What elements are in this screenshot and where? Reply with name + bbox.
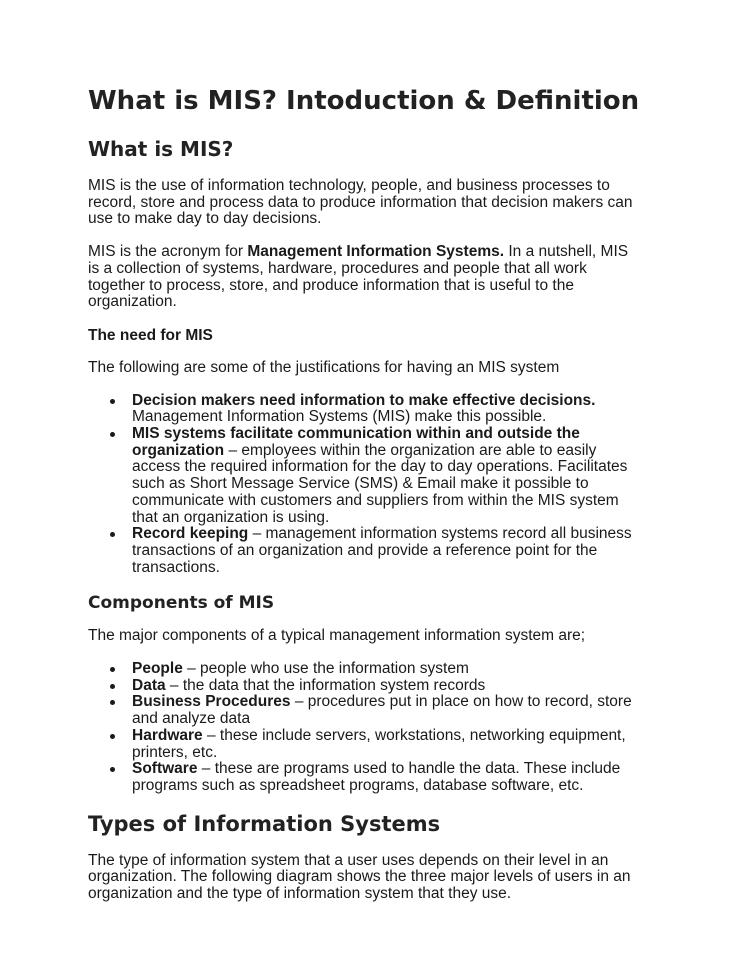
page-title: What is MIS? Intoduction & Definition	[88, 86, 640, 116]
document-page	[88, 84, 640, 919]
paragraph-types: The type of information system that a user uses depends on their level in an organization. The following diagram shows the three major levels of users in an organization and the type of information system that they use.	[88, 851, 631, 903]
list-item-text: – people who use the information system	[182, 660, 469, 678]
list-item-bold: Business Procedures	[132, 693, 291, 711]
list-item-bold: Record keeping	[132, 525, 249, 543]
paragraph-justifications-intro: The following are some of the justifications for having an MIS system	[88, 358, 560, 376]
acronym-bold: Management Information Systems.	[247, 243, 505, 261]
list-item-bold: Decision makers need information to make effective decisions.	[132, 391, 596, 409]
paragraph-acronym	[88, 244, 640, 311]
section-heading-components: Components of MIS	[88, 593, 275, 614]
list-item	[132, 728, 640, 761]
list-item-bold: Hardware	[132, 726, 203, 744]
need-list	[88, 393, 640, 577]
paragraph-components-intro: The major components of a typical management information system are;	[88, 627, 586, 645]
list-item-bold: MIS systems facilitate communication within and outside the organization	[132, 425, 580, 459]
list-item-bold: People	[132, 660, 183, 678]
list-item	[132, 526, 640, 576]
list-item-text: Management Information Systems (MIS) make this possible.	[132, 408, 547, 426]
list-item-bold: Software	[132, 760, 198, 778]
list-item-text: – these include servers, workstations, networking equipment, printers, etc.	[132, 726, 626, 761]
list-item-bold: Data	[132, 676, 166, 694]
acronym-pre: MIS is the acronym for	[88, 243, 248, 261]
list-item	[132, 393, 640, 426]
list-item	[132, 661, 640, 678]
list-item-text: – management information systems record all business transactions of an organization and provide a reference point for the transactions.	[132, 525, 632, 576]
list-item-text: – procedures put in place on how to record, store and analyze data	[132, 693, 632, 728]
list-item	[132, 426, 640, 526]
list-item-text: – employees within the organization are able to easily access the required information for the day to day operations. Facilitates such as Short Message Service (SMS) & Email make it possible to communicate with customers and suppliers from within the MIS system that an organization is using.	[132, 441, 628, 526]
paragraph-definition: MIS is the use of information technology, people, and business processes to record, store and process data to produce information that decision makers can use to make day to day decisions.	[88, 177, 633, 228]
section-heading-what-is-mis: What is MIS?	[88, 137, 234, 161]
list-item	[132, 761, 640, 794]
section-heading-types: Types of Information Systems	[88, 811, 441, 836]
subheading-need-for-mis: The need for MIS	[88, 326, 213, 344]
list-item-text: – these are programs used to handle the data. These include programs such as spreadsheet programs, database software, etc.	[132, 760, 621, 794]
components-list	[88, 661, 640, 795]
list-item-text: – the data that the information system records	[165, 676, 486, 694]
list-item	[132, 694, 640, 727]
acronym-post: In a nutshell, MIS is a collection of systems, hardware, procedures and people that all work together to process, store, and produce information that is useful to the organization.	[88, 243, 629, 311]
list-item	[132, 678, 640, 695]
